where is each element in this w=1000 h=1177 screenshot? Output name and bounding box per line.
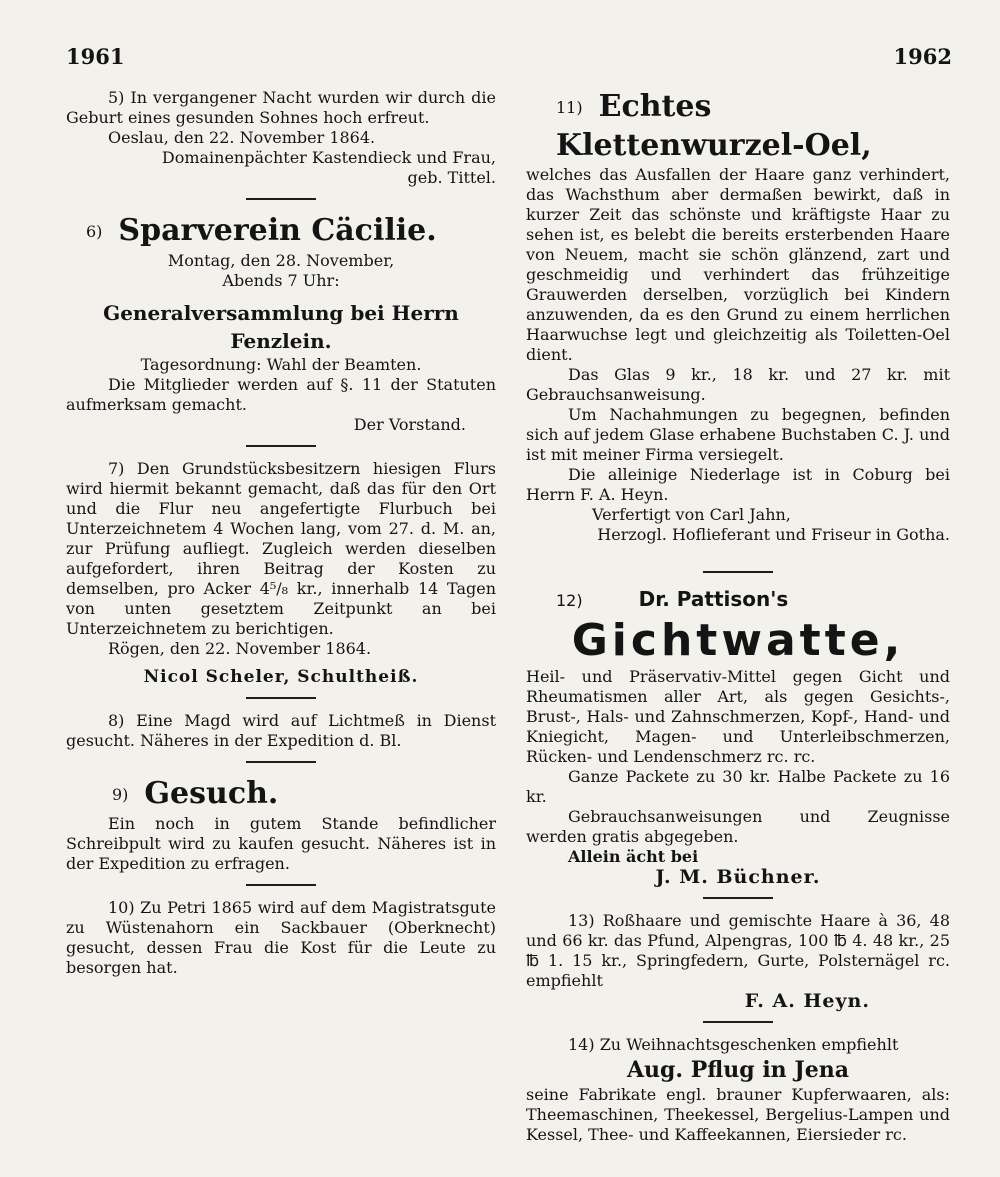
ad-7-text: 7) Den Grundstücksbesitzern hiesigen Flurs wird hiermit bekannt gemacht, daß das für den Ort und die Flur neu angefertigte Flurbuch bei Unterzeichnetem 4 Wochen lang, vom 27. d. M. an, zur Prüfung aufliegt. Zugleich werden dieselben aufgefordert, ihren Beitrag der Kosten zu demselben, pro Acker 4⁵/₈ kr., innerhalb 14 Tagen von unten gesetztem Zeitpunkt an bei Unterzeichnetem zu berichtigen. bbox=[66, 459, 496, 638]
page-number-right: 1962 bbox=[893, 44, 952, 69]
divider bbox=[703, 897, 773, 899]
ad-6-signature: Der Vorstand. bbox=[353, 415, 466, 434]
ad-7-signature: Nicol Scheler, Schultheiß. bbox=[143, 667, 419, 687]
ad-12-gichtwatte bbox=[526, 585, 950, 887]
right-column bbox=[526, 88, 950, 1145]
ad-9-gesuch bbox=[66, 775, 496, 874]
page-number-left: 1961 bbox=[66, 44, 125, 69]
divider bbox=[703, 571, 773, 573]
ad-5-text: 5) In vergangener Nacht wurden wir durch die Geburt eines gesunden Sohnes hoch erfreut. bbox=[66, 88, 496, 127]
ad-13-signature: F. A. Heyn. bbox=[744, 989, 870, 1012]
ad-6-date: Montag, den 28. November, bbox=[167, 251, 395, 270]
ad-8-magd bbox=[66, 711, 496, 751]
ad-9-number: 9) bbox=[112, 785, 129, 804]
ad-6-event-line1: Generalversammlung bei Herrn bbox=[103, 301, 459, 325]
ad-5-birth-notice bbox=[66, 88, 496, 188]
ad-14-name: Aug. Pflug in Jena bbox=[626, 1056, 849, 1083]
ad-11-warning: Um Nachahmungen zu begegnen, befinden sich auf jedem Glase erhabene Buchstaben C. J. und ist mit meiner Firma versiegelt. bbox=[526, 405, 950, 464]
ad-6-sparverein bbox=[66, 212, 496, 435]
ad-11-price: Das Glas 9 kr., 18 kr. und 27 kr. mit Gebrauchsanweisung. bbox=[526, 365, 950, 404]
ad-12-signature: J. M. Büchner. bbox=[655, 865, 821, 888]
ad-5-signature: Domainenpächter Kastendieck und Frau, bbox=[161, 148, 496, 167]
ad-10-text: 10) Zu Petri 1865 wird auf dem Magistratsgute zu Wüstenahorn ein Sackbauer (Oberknecht) gesucht, dessen Frau die Kost für die Leute zu besorgen hat. bbox=[66, 898, 496, 977]
ad-11-number: 11) bbox=[556, 98, 583, 117]
divider bbox=[246, 697, 316, 699]
ad-6-heading bbox=[66, 212, 496, 251]
ad-12-heading bbox=[526, 585, 950, 615]
ad-5-signature-sub: geb. Tittel. bbox=[407, 168, 496, 187]
ad-12-number: 12) bbox=[556, 590, 583, 610]
ad-7-place-date: Rögen, den 22. November 1864. bbox=[108, 639, 372, 658]
ad-11-title: Echtes Klettenwurzel-Oel, bbox=[556, 89, 872, 163]
ad-14-line1: 14) Zu Weihnachtsgeschenken empfiehlt bbox=[568, 1034, 899, 1054]
left-column bbox=[66, 88, 496, 978]
divider bbox=[246, 198, 316, 200]
divider bbox=[246, 884, 316, 886]
ad-11-maker-sub: Herzogl. Hoflieferant und Friseur in Gotha. bbox=[597, 525, 950, 544]
ad-12-price: Ganze Packete zu 30 kr. Halbe Packete zu 16 kr. bbox=[526, 766, 950, 806]
ad-12-title-line1: Dr. Pattison's bbox=[638, 587, 789, 611]
ad-11-depot: Die alleinige Niederlage ist in Coburg bei Herrn F. A. Heyn. bbox=[526, 465, 950, 504]
ad-11-maker: Verfertigt von Carl Jahn, bbox=[592, 505, 791, 524]
ad-6-time: Abends 7 Uhr: bbox=[222, 271, 340, 290]
ad-9-title: Gesuch. bbox=[144, 776, 279, 811]
divider bbox=[703, 1021, 773, 1023]
ad-6-event-line2: Fenzlein. bbox=[230, 329, 332, 353]
ad-9-heading bbox=[66, 775, 496, 814]
ad-11-text: welches das Ausfallen der Haare ganz verhindert, das Wachsthum aber dermaßen bewirkt, daß in kurzer Zeit das schönste und kräftigste Haar zu sehen ist, es belebt die bereits ersterbenden Haare von Neuem, macht sie schön glänzend, zart und geschmeidig und verhindert das frühzeitige Grauwerden derselben, vorzüglich bei Kindern anzuwenden, da es den Grund zu einem herrlichen Haarwuchse legt und gleichzeitig als Toiletten-Oel dient. bbox=[526, 165, 950, 364]
divider bbox=[246, 761, 316, 763]
ad-14-text: seine Fabrikate engl. brauner Kupferwaaren, als: Theemaschinen, Theekessel, Bergelius-Lampen und Kessel, Thee- und Kaffeekannen, Eiersieder rc. bbox=[526, 1084, 950, 1144]
ad-12-text: Heil- und Präservativ-Mittel gegen Gicht und Rheumatismen aller Art, als gegen Gesichts-, Brust-, Hals- und Zahnschmerzen, Kopf-, Hand- und Kniegicht, Magen- und Unterleibschmerzen, Rücken- und Lendenschmerz rc. rc. bbox=[526, 666, 950, 766]
ad-6-number: 6) bbox=[86, 222, 103, 241]
ad-6-title: Sparverein Cäcilie. bbox=[118, 213, 437, 248]
ad-12-title-line2: Gichtwatte, bbox=[571, 614, 905, 666]
ad-9-text: Ein noch in gutem Stande befindlicher Schreibpult wird zu kaufen gesucht. Näheres ist in der Expedition zu erfragen. bbox=[66, 814, 496, 873]
ad-14-weihnachtsgeschenke bbox=[526, 1035, 950, 1145]
ad-5-place-date: Oeslau, den 22. November 1864. bbox=[108, 128, 376, 147]
ad-13-rosshaare bbox=[526, 911, 950, 1011]
ad-6-text: Die Mitglieder werden auf §. 11 der Statuten aufmerksam gemacht. bbox=[66, 375, 496, 414]
ad-11-heading bbox=[526, 88, 950, 165]
ad-11-klettenwurzel-oel bbox=[526, 88, 950, 545]
ad-13-text: 13) Roßhaare und gemischte Haare à 36, 48 und 66 kr. das Pfund, Alpengras, 100 ℔ 4. 48 kr., 25 ℔ 1. 15 kr., Springfedern, Gurte, Polsternägel rc. empfiehlt bbox=[526, 910, 950, 990]
ad-8-text: 8) Eine Magd wird auf Lichtmeß in Dienst gesucht. Näheres in der Expedition d. Bl. bbox=[66, 711, 496, 750]
ad-12-info: Gebrauchsanweisungen und Zeugnisse werden gratis abgegeben. bbox=[526, 806, 950, 846]
ad-7-flurbuch bbox=[66, 459, 496, 687]
ad-6-agenda: Tagesordnung: Wahl der Beamten. bbox=[140, 355, 422, 374]
divider bbox=[246, 445, 316, 447]
ad-12-only: Allein ächt bei bbox=[568, 846, 699, 866]
ad-10-sackbauer bbox=[66, 898, 496, 978]
